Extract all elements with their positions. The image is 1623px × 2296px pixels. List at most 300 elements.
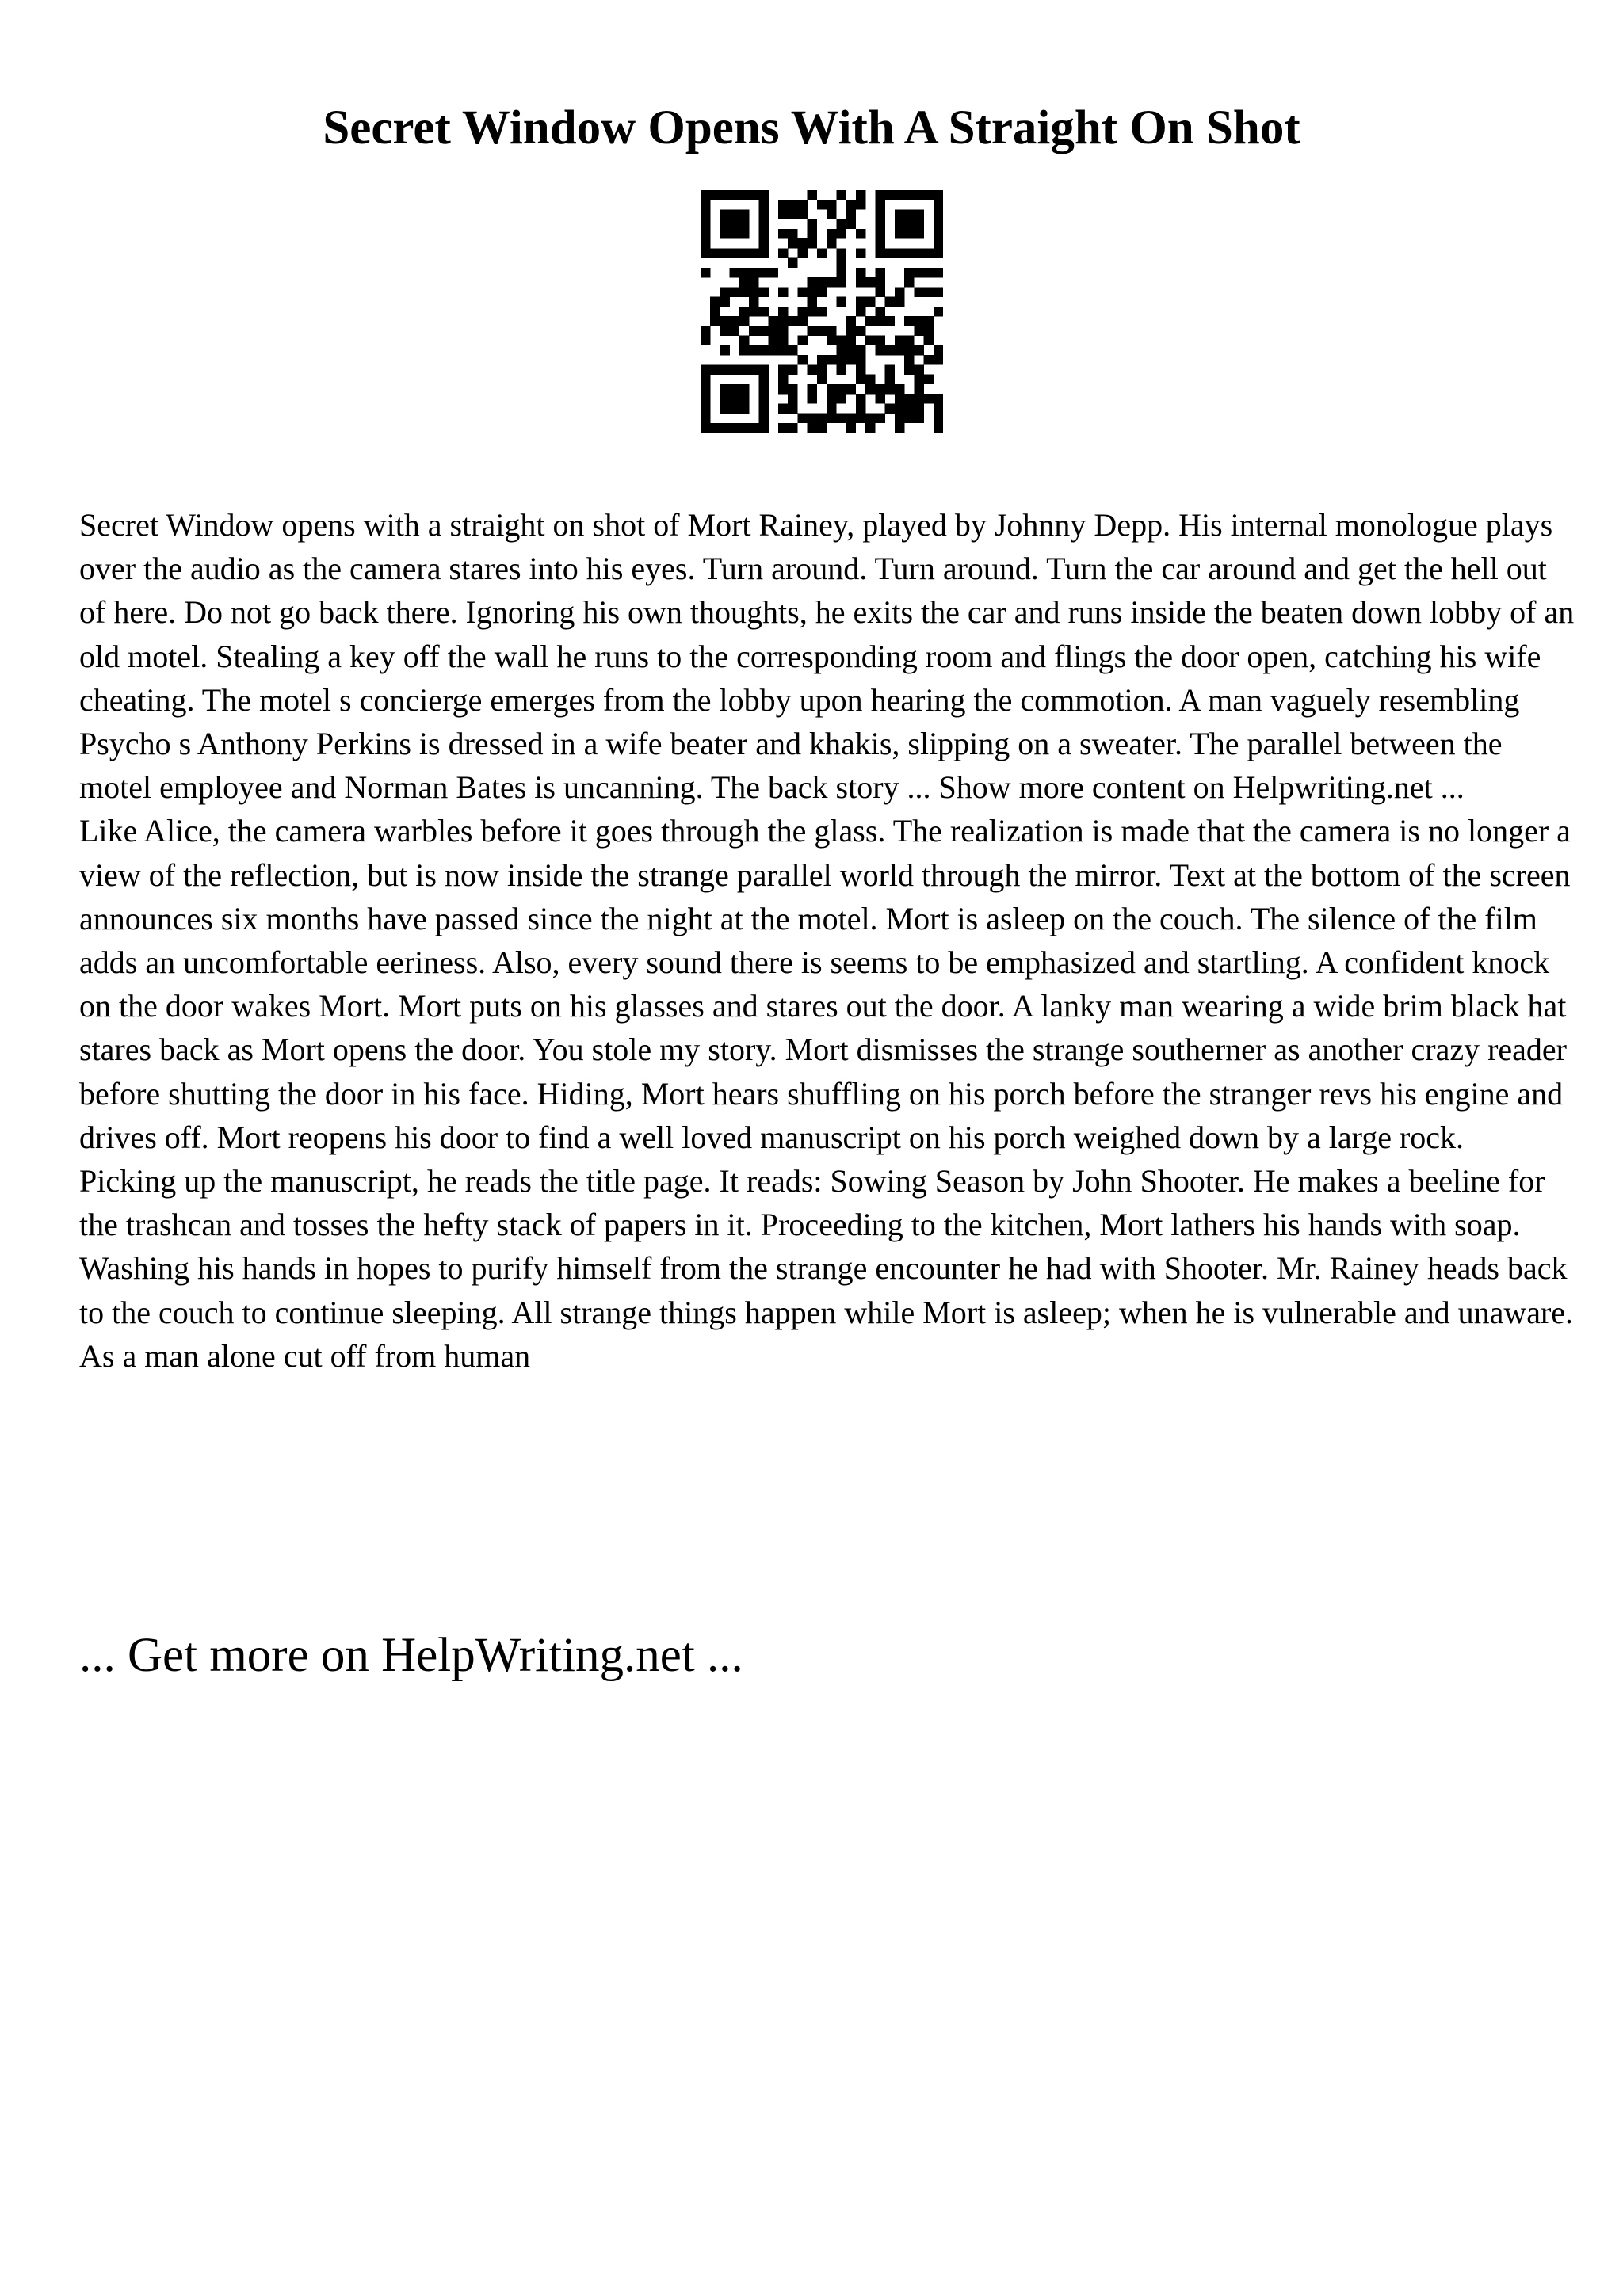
qr-module bbox=[895, 219, 904, 229]
qr-module bbox=[914, 394, 923, 403]
qr-module bbox=[904, 364, 914, 374]
qr-module bbox=[739, 229, 749, 238]
qr-module bbox=[730, 364, 739, 374]
qr-module bbox=[846, 423, 856, 433]
qr-module bbox=[701, 248, 710, 257]
qr-module bbox=[739, 209, 749, 219]
qr-module bbox=[934, 287, 943, 296]
qr-module bbox=[758, 248, 768, 257]
qr-module bbox=[914, 345, 923, 355]
qr-module bbox=[875, 190, 884, 200]
qr-module bbox=[846, 384, 856, 394]
qr-module bbox=[934, 248, 943, 257]
qr-module bbox=[701, 414, 710, 423]
qr-module bbox=[730, 190, 739, 200]
qr-module bbox=[856, 355, 865, 364]
qr-module bbox=[797, 287, 807, 296]
qr-module bbox=[788, 209, 797, 219]
qr-module bbox=[739, 345, 749, 355]
qr-module bbox=[749, 364, 758, 374]
qr-module bbox=[856, 200, 865, 209]
qr-module bbox=[836, 297, 846, 307]
qr-module bbox=[846, 345, 856, 355]
qr-module bbox=[856, 326, 865, 335]
qr-module bbox=[827, 403, 836, 413]
qr-module bbox=[758, 364, 768, 374]
qr-module bbox=[885, 248, 895, 257]
qr-module bbox=[808, 229, 817, 238]
qr-module bbox=[924, 355, 934, 364]
qr-module bbox=[856, 403, 865, 413]
qr-module bbox=[710, 190, 720, 200]
qr-module bbox=[749, 326, 758, 335]
qr-module bbox=[865, 423, 875, 433]
qr-module bbox=[924, 375, 934, 384]
qr-module bbox=[730, 209, 739, 219]
qr-module bbox=[749, 190, 758, 200]
qr-module bbox=[720, 394, 729, 403]
qr-module bbox=[904, 209, 914, 219]
qr-module bbox=[875, 336, 884, 345]
qr-module bbox=[895, 209, 904, 219]
qr-module bbox=[739, 307, 749, 316]
qr-module bbox=[924, 336, 934, 345]
qr-module bbox=[808, 287, 817, 296]
qr-module bbox=[808, 277, 817, 287]
qr-module bbox=[710, 423, 720, 433]
qr-module bbox=[730, 326, 739, 335]
qr-module bbox=[904, 414, 914, 423]
qr-module bbox=[875, 248, 884, 257]
qr-module bbox=[875, 307, 884, 316]
qr-module bbox=[934, 238, 943, 248]
qr-module bbox=[865, 277, 875, 287]
qr-module bbox=[720, 316, 729, 326]
qr-module bbox=[788, 394, 797, 403]
qr-module bbox=[710, 307, 720, 316]
qr-module bbox=[924, 326, 934, 335]
qr-module bbox=[710, 248, 720, 257]
qr-module bbox=[836, 277, 846, 287]
qr-module bbox=[817, 355, 827, 364]
qr-module bbox=[808, 190, 817, 200]
qr-module bbox=[808, 238, 817, 248]
qr-module bbox=[914, 326, 923, 335]
qr-module bbox=[749, 297, 758, 307]
qr-module bbox=[720, 326, 729, 335]
qr-module bbox=[875, 384, 884, 394]
qr-module bbox=[895, 297, 904, 307]
qr-module bbox=[749, 268, 758, 277]
qr-module bbox=[817, 364, 827, 374]
qr-module bbox=[895, 423, 904, 433]
qr-module bbox=[797, 307, 807, 316]
qr-module bbox=[778, 316, 788, 326]
qr-module bbox=[758, 219, 768, 229]
qr-module bbox=[749, 423, 758, 433]
qr-module bbox=[914, 248, 923, 257]
qr-module bbox=[797, 414, 807, 423]
qr-module bbox=[885, 316, 895, 326]
qr-module bbox=[895, 345, 904, 355]
qr-module bbox=[739, 403, 749, 413]
qr-module bbox=[701, 336, 710, 345]
qr-module bbox=[914, 403, 923, 413]
qr-module bbox=[797, 355, 807, 364]
qr-module bbox=[827, 336, 836, 345]
qr-module bbox=[885, 364, 895, 374]
qr-module bbox=[895, 394, 904, 403]
qr-module bbox=[730, 403, 739, 413]
qr-module bbox=[758, 200, 768, 209]
qr-module bbox=[885, 375, 895, 384]
qr-module bbox=[865, 336, 875, 345]
qr-module bbox=[934, 345, 943, 355]
qr-module bbox=[846, 209, 856, 219]
qr-module bbox=[875, 229, 884, 238]
qr-module bbox=[739, 336, 749, 345]
qr-module bbox=[836, 248, 846, 257]
qr-module bbox=[875, 345, 884, 355]
qr-module bbox=[934, 209, 943, 219]
qr-module bbox=[914, 219, 923, 229]
qr-module bbox=[797, 238, 807, 248]
qr-module bbox=[730, 384, 739, 394]
qr-module bbox=[739, 248, 749, 257]
qr-module bbox=[758, 414, 768, 423]
qr-module bbox=[904, 345, 914, 355]
qr-module bbox=[720, 384, 729, 394]
qr-module bbox=[817, 200, 827, 209]
qr-module bbox=[720, 229, 729, 238]
qr-module bbox=[701, 326, 710, 335]
qr-module bbox=[904, 219, 914, 229]
qr-module bbox=[739, 394, 749, 403]
qr-module bbox=[934, 268, 943, 277]
qr-module bbox=[846, 326, 856, 335]
qr-module bbox=[730, 219, 739, 229]
qr-module bbox=[778, 229, 788, 238]
qr-module bbox=[904, 336, 914, 345]
qr-module bbox=[827, 355, 836, 364]
qr-module bbox=[758, 375, 768, 384]
qr-module bbox=[934, 190, 943, 200]
paragraph: Picking up the manuscript, he reads the title page. It reads: Sowing Season by John Shooter. He makes a beeline for the trashcan and tosses the hefty stack of papers in it. Proceeding to the kitchen, Mort lathers his hands with soap. Washing his hands in hopes to purify himself from the strange encounter he had with Shooter. Mr. Rainey heads back to the couch to continue sleeping. All strange things happen while Mort is asleep; when he is vulnerable and unaware. As a man alone cut off from human bbox=[79, 1163, 1574, 1374]
qr-module bbox=[914, 229, 923, 238]
qr-module bbox=[701, 394, 710, 403]
qr-module bbox=[758, 287, 768, 296]
qr-module bbox=[778, 209, 788, 219]
qr-module bbox=[720, 248, 729, 257]
qr-module bbox=[904, 403, 914, 413]
qr-module bbox=[808, 326, 817, 335]
qr-module bbox=[788, 345, 797, 355]
qr-module bbox=[827, 238, 836, 248]
qr-module bbox=[895, 403, 904, 413]
qr-module bbox=[914, 364, 923, 374]
qr-module bbox=[701, 364, 710, 374]
qr-module bbox=[739, 277, 749, 287]
qr-module bbox=[701, 209, 710, 219]
qr-module bbox=[885, 190, 895, 200]
qr-module bbox=[720, 287, 729, 296]
qr-module bbox=[739, 268, 749, 277]
qr-module bbox=[720, 190, 729, 200]
get-more-link[interactable]: ... Get more on HelpWriting.net ... bbox=[79, 1629, 743, 1682]
qr-module bbox=[836, 268, 846, 277]
qr-module bbox=[778, 384, 788, 394]
qr-module bbox=[749, 345, 758, 355]
qr-module bbox=[934, 200, 943, 209]
qr-module bbox=[904, 229, 914, 238]
paragraph: Like Alice, the camera warbles before it goes through the glass. The realization is made that the camera is no longer a view of the reflection, but is now inside the strange parallel world through the mirror. Text at the bottom of the screen announces six months have passed since the night at the motel. Mort is asleep on the couch. The silence of the film adds an uncomfortable eeriness. Also, every sound there is seems to be emphasized and startling. A confident knock on the door wakes Mort. Mort puts on his glasses and stares out the door. A lanky man wearing a wide brim black hat stares back as Mort opens the door. You stole my story. Mort dismisses the strange southerner as another crazy reader before shutting the door in his face. Hiding, Mort hears shuffling on his porch before the stranger revs his engine and drives off. Mort reopens his door to find a well loved manuscript on his porch weighed down by a large rock. bbox=[79, 813, 1571, 1155]
qr-module bbox=[758, 307, 768, 316]
qr-module bbox=[856, 248, 865, 257]
qr-module bbox=[808, 297, 817, 307]
qr-module bbox=[817, 414, 827, 423]
qr-module bbox=[836, 229, 846, 238]
qr-module bbox=[758, 190, 768, 200]
qr-module bbox=[701, 423, 710, 433]
qr-module bbox=[788, 384, 797, 394]
qr-module bbox=[797, 316, 807, 326]
qr-module bbox=[904, 355, 914, 364]
qr-module bbox=[827, 200, 836, 209]
qr-module bbox=[846, 336, 856, 345]
qr-module bbox=[797, 209, 807, 219]
qr-module bbox=[924, 190, 934, 200]
qr-module bbox=[788, 200, 797, 209]
qr-module bbox=[856, 375, 865, 384]
qr-module bbox=[720, 297, 729, 307]
qr-module bbox=[788, 229, 797, 238]
qr-module bbox=[817, 248, 827, 257]
qr-module bbox=[827, 414, 836, 423]
qr-module bbox=[827, 394, 836, 403]
qr-module bbox=[778, 326, 788, 335]
qr-module bbox=[730, 423, 739, 433]
qr-module bbox=[914, 384, 923, 394]
paragraph: Secret Window opens with a straight on shot of Mort Rainey, played by Johnny Depp. His internal monologue plays over the audio as the camera stares into his eyes. Turn around. Turn around. Turn the car around and get the hell out of here. Do not go back there. Ignoring his own thoughts, he exits the car and runs inside the beaten down lobby of an old motel. Stealing a key off the wall he runs to the corresponding room and flings the door open, catching his wife cheating. The motel s concierge emerges from the lobby upon hearing the commotion. A man vaguely resembling Psycho s Anthony Perkins is dressed in a wife beater and khakis, slipping on a sweater. The parallel between the motel employee and Norman Bates is uncanning. The back story ... Show more content on Helpwriting.net ... bbox=[79, 507, 1575, 806]
qr-module bbox=[730, 268, 739, 277]
qr-module bbox=[895, 287, 904, 296]
qr-module bbox=[865, 316, 875, 326]
qr-module bbox=[856, 229, 865, 238]
qr-module bbox=[865, 375, 875, 384]
qr-module bbox=[934, 355, 943, 364]
qr-module bbox=[720, 219, 729, 229]
qr-module bbox=[856, 297, 865, 307]
qr-module bbox=[720, 423, 729, 433]
qr-module bbox=[701, 268, 710, 277]
qr-module bbox=[934, 403, 943, 413]
qr-module bbox=[730, 229, 739, 238]
qr-code-icon bbox=[701, 190, 943, 433]
qr-module bbox=[904, 394, 914, 403]
qr-module bbox=[895, 414, 904, 423]
qr-module bbox=[778, 336, 788, 345]
qr-module bbox=[730, 316, 739, 326]
qr-module bbox=[904, 190, 914, 200]
qr-module bbox=[836, 364, 846, 374]
qr-module bbox=[846, 355, 856, 364]
qr-module bbox=[934, 307, 943, 316]
qr-module bbox=[895, 384, 904, 394]
qr-module bbox=[749, 277, 758, 287]
qr-module bbox=[836, 336, 846, 345]
qr-module bbox=[778, 345, 788, 355]
qr-module bbox=[817, 307, 827, 316]
qr-module bbox=[758, 345, 768, 355]
qr-module bbox=[865, 384, 875, 394]
qr-module bbox=[788, 423, 797, 433]
qr-module bbox=[895, 248, 904, 257]
qr-module bbox=[836, 384, 846, 394]
qr-module bbox=[739, 364, 749, 374]
qr-module bbox=[836, 345, 846, 355]
qr-module bbox=[875, 219, 884, 229]
qr-module bbox=[808, 307, 817, 316]
qr-module bbox=[720, 364, 729, 374]
qr-module bbox=[934, 219, 943, 229]
qr-module bbox=[788, 238, 797, 248]
qr-module bbox=[856, 345, 865, 355]
qr-module bbox=[895, 229, 904, 238]
qr-module bbox=[817, 287, 827, 296]
qr-module bbox=[797, 336, 807, 345]
qr-module bbox=[808, 219, 817, 229]
qr-module bbox=[836, 394, 846, 403]
qr-module bbox=[875, 238, 884, 248]
qr-module bbox=[769, 316, 778, 326]
qr-module bbox=[758, 384, 768, 394]
qr-module bbox=[846, 414, 856, 423]
qr-module bbox=[875, 277, 884, 287]
qr-module bbox=[817, 277, 827, 287]
qr-module bbox=[739, 384, 749, 394]
qr-module bbox=[739, 190, 749, 200]
qr-module bbox=[875, 268, 884, 277]
qr-module bbox=[701, 190, 710, 200]
qr-module bbox=[846, 200, 856, 209]
qr-module bbox=[836, 355, 846, 364]
qr-module bbox=[885, 345, 895, 355]
qr-module bbox=[739, 219, 749, 229]
qr-module bbox=[914, 316, 923, 326]
qr-module bbox=[808, 364, 817, 374]
qr-module bbox=[769, 336, 778, 345]
qr-module bbox=[720, 209, 729, 219]
qr-module bbox=[797, 248, 807, 257]
qr-module bbox=[934, 414, 943, 423]
qr-module bbox=[914, 190, 923, 200]
qr-module bbox=[914, 268, 923, 277]
qr-module bbox=[808, 384, 817, 394]
qr-module bbox=[875, 414, 884, 423]
qr-module bbox=[758, 326, 768, 335]
qr-module bbox=[701, 238, 710, 248]
qr-module bbox=[904, 268, 914, 277]
qr-module bbox=[758, 209, 768, 219]
qr-module bbox=[856, 268, 865, 277]
qr-module bbox=[758, 423, 768, 433]
qr-module bbox=[827, 384, 836, 394]
qr-module bbox=[934, 229, 943, 238]
qr-module bbox=[914, 414, 923, 423]
qr-module bbox=[778, 364, 788, 374]
qr-module bbox=[924, 287, 934, 296]
qr-module bbox=[836, 414, 846, 423]
qr-module bbox=[758, 394, 768, 403]
qr-module bbox=[856, 414, 865, 423]
qr-module bbox=[827, 277, 836, 287]
qr-module bbox=[701, 219, 710, 229]
qr-module bbox=[739, 423, 749, 433]
qr-module bbox=[749, 287, 758, 296]
qr-module bbox=[739, 287, 749, 296]
qr-module bbox=[749, 307, 758, 316]
qr-module bbox=[827, 229, 836, 238]
qr-module bbox=[739, 316, 749, 326]
qr-module bbox=[730, 394, 739, 403]
qr-module bbox=[778, 248, 788, 257]
qr-module bbox=[836, 258, 846, 268]
document-title: Secret Window Opens With A Straight On Shot bbox=[323, 101, 1300, 154]
qr-module bbox=[846, 316, 856, 326]
qr-module bbox=[875, 394, 884, 403]
qr-module bbox=[788, 403, 797, 413]
qr-module bbox=[710, 364, 720, 374]
qr-module bbox=[836, 190, 846, 200]
qr-module bbox=[875, 200, 884, 209]
qr-module bbox=[758, 238, 768, 248]
qr-module bbox=[924, 316, 934, 326]
qr-module bbox=[895, 336, 904, 345]
qr-module bbox=[808, 414, 817, 423]
qr-module bbox=[924, 394, 934, 403]
qr-module bbox=[885, 384, 895, 394]
qr-module bbox=[758, 268, 768, 277]
qr-module bbox=[778, 287, 788, 296]
qr-module bbox=[934, 423, 943, 433]
qr-module bbox=[710, 297, 720, 307]
qr-module bbox=[827, 209, 836, 219]
qr-module bbox=[749, 248, 758, 257]
qr-module bbox=[914, 375, 923, 384]
qr-module bbox=[817, 423, 827, 433]
qr-module bbox=[914, 209, 923, 219]
qr-module bbox=[904, 277, 914, 287]
qr-module bbox=[769, 326, 778, 335]
qr-module bbox=[856, 364, 865, 374]
qr-module bbox=[758, 403, 768, 413]
qr-module bbox=[778, 200, 788, 209]
qr-module bbox=[836, 219, 846, 229]
qr-module bbox=[875, 316, 884, 326]
qr-module bbox=[934, 394, 943, 403]
qr-module bbox=[875, 287, 884, 296]
qr-module bbox=[778, 375, 788, 384]
qr-module bbox=[769, 268, 778, 277]
qr-module bbox=[788, 364, 797, 374]
qr-module bbox=[778, 403, 788, 413]
qr-module bbox=[797, 200, 807, 209]
qr-module bbox=[827, 326, 836, 335]
qr-module bbox=[758, 229, 768, 238]
qr-module bbox=[924, 248, 934, 257]
qr-module bbox=[808, 423, 817, 433]
qr-module bbox=[778, 423, 788, 433]
